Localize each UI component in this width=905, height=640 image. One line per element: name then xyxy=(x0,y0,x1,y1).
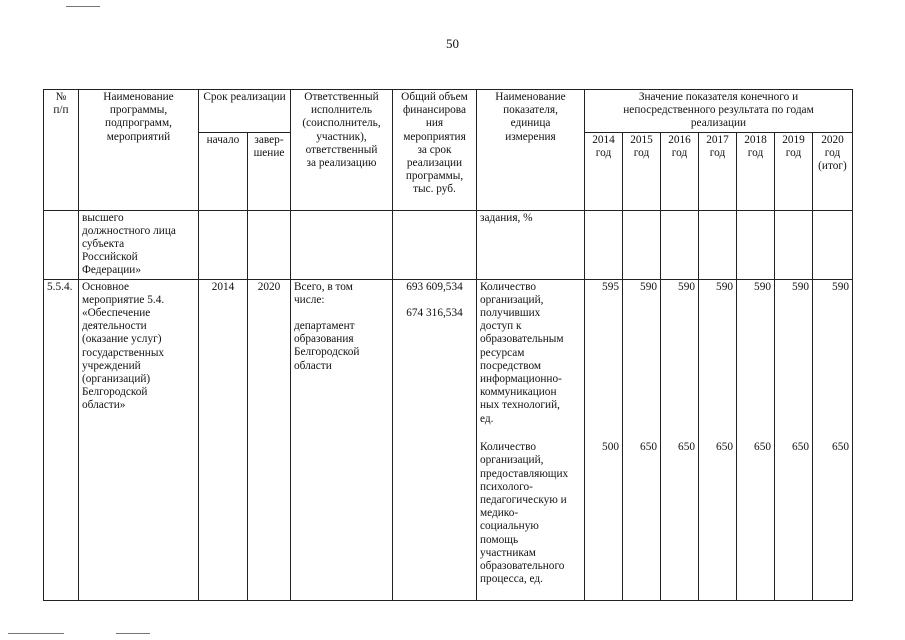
cell-empty xyxy=(585,210,623,279)
value-1-2018: 590 xyxy=(737,279,775,440)
cell-empty xyxy=(44,210,79,279)
continuation-name: высшего должностного лица субъекта Российской Федерации» xyxy=(79,210,199,279)
header-year-2019: 2019 год xyxy=(775,132,813,210)
value-1-2020: 590 xyxy=(813,279,853,440)
cell-empty xyxy=(623,210,661,279)
value-1-2016: 590 xyxy=(661,279,699,440)
header-year-2017: 2017 год xyxy=(699,132,737,210)
row-start-year: 2014 xyxy=(199,279,248,600)
header-name: Наименование программы, подпрограмм, мероприятий xyxy=(79,90,199,211)
cell-empty xyxy=(775,210,813,279)
scan-mark-bottom-left xyxy=(8,633,64,634)
funding-department: 674 316,534 xyxy=(406,306,463,319)
indicator-organizations-access: Количество организаций, получивших доступ к образовательным ресурсам посредством информационно- коммуникацион ных технологий, ед. xyxy=(477,279,585,440)
value-1-2019: 590 xyxy=(775,279,813,440)
header-year-2020: 2020 год (итог) xyxy=(813,132,853,210)
header-values-group: Значение показателя конечного и непосредственного результата по годам реализации xyxy=(585,90,853,133)
indicator-organizations-psychological-help: Количество организаций, предоставляющих психолого- педагогическую и медико- социальную помощь участникам образовательного процесса, ед. xyxy=(477,440,585,600)
header-year-2014: 2014 год xyxy=(585,132,623,210)
table-row-main xyxy=(44,279,853,440)
row-funding xyxy=(393,279,477,600)
scan-mark-bottom-mid xyxy=(116,633,150,634)
value-2-2019: 650 xyxy=(775,440,813,600)
header-year-2018: 2018 год xyxy=(737,132,775,210)
value-2-2020: 650 xyxy=(813,440,853,600)
cell-empty xyxy=(199,210,248,279)
value-1-2017: 590 xyxy=(699,279,737,440)
funding-total: 693 609,534 xyxy=(406,280,463,293)
scan-mark-top xyxy=(66,6,100,7)
row-name: Основное мероприятие 5.4. «Обеспечение деятельности (оказание услуг) государственных учреждений (организаций) Белгородской области» xyxy=(79,279,199,600)
value-2-2015: 650 xyxy=(623,440,661,600)
value-1-2014: 595 xyxy=(585,279,623,440)
cell-empty xyxy=(393,210,477,279)
value-2-2018: 650 xyxy=(737,440,775,600)
cell-empty xyxy=(813,210,853,279)
table-row-continuation xyxy=(44,210,853,279)
header-funding: Общий объем финансирова ния мероприятия за срок реализации программы, тыс. руб. xyxy=(393,90,477,211)
continuation-indicator: задания, % xyxy=(477,210,585,279)
executor-department: департамент образования Белгородской области xyxy=(294,320,360,372)
executor-total-label: Всего, в том числе: xyxy=(294,280,353,306)
row-number: 5.5.4. xyxy=(44,279,79,600)
cell-empty xyxy=(661,210,699,279)
row-executor xyxy=(291,279,393,600)
cell-empty xyxy=(248,210,291,279)
value-2-2016: 650 xyxy=(661,440,699,600)
row-end-year: 2020 xyxy=(248,279,291,600)
page-number: 50 xyxy=(446,36,459,51)
header-term-end: завер- шение xyxy=(248,132,291,210)
cell-empty xyxy=(737,210,775,279)
cell-empty xyxy=(291,210,393,279)
header-year-2016: 2016 год xyxy=(661,132,699,210)
header-indicator: Наименование показателя, единица измерения xyxy=(477,90,585,211)
header-year-2015: 2015 год xyxy=(623,132,661,210)
value-1-2015: 590 xyxy=(623,279,661,440)
header-term-start: начало xyxy=(199,132,248,210)
cell-empty xyxy=(699,210,737,279)
value-2-2017: 650 xyxy=(699,440,737,600)
header-term: Срок реализации xyxy=(199,90,291,133)
header-num: № п/п xyxy=(44,90,79,211)
program-table xyxy=(43,89,853,601)
value-2-2014: 500 xyxy=(585,440,623,600)
header-executor: Ответственный исполнитель (соисполнитель, участник), ответственный за реализацию xyxy=(291,90,393,211)
